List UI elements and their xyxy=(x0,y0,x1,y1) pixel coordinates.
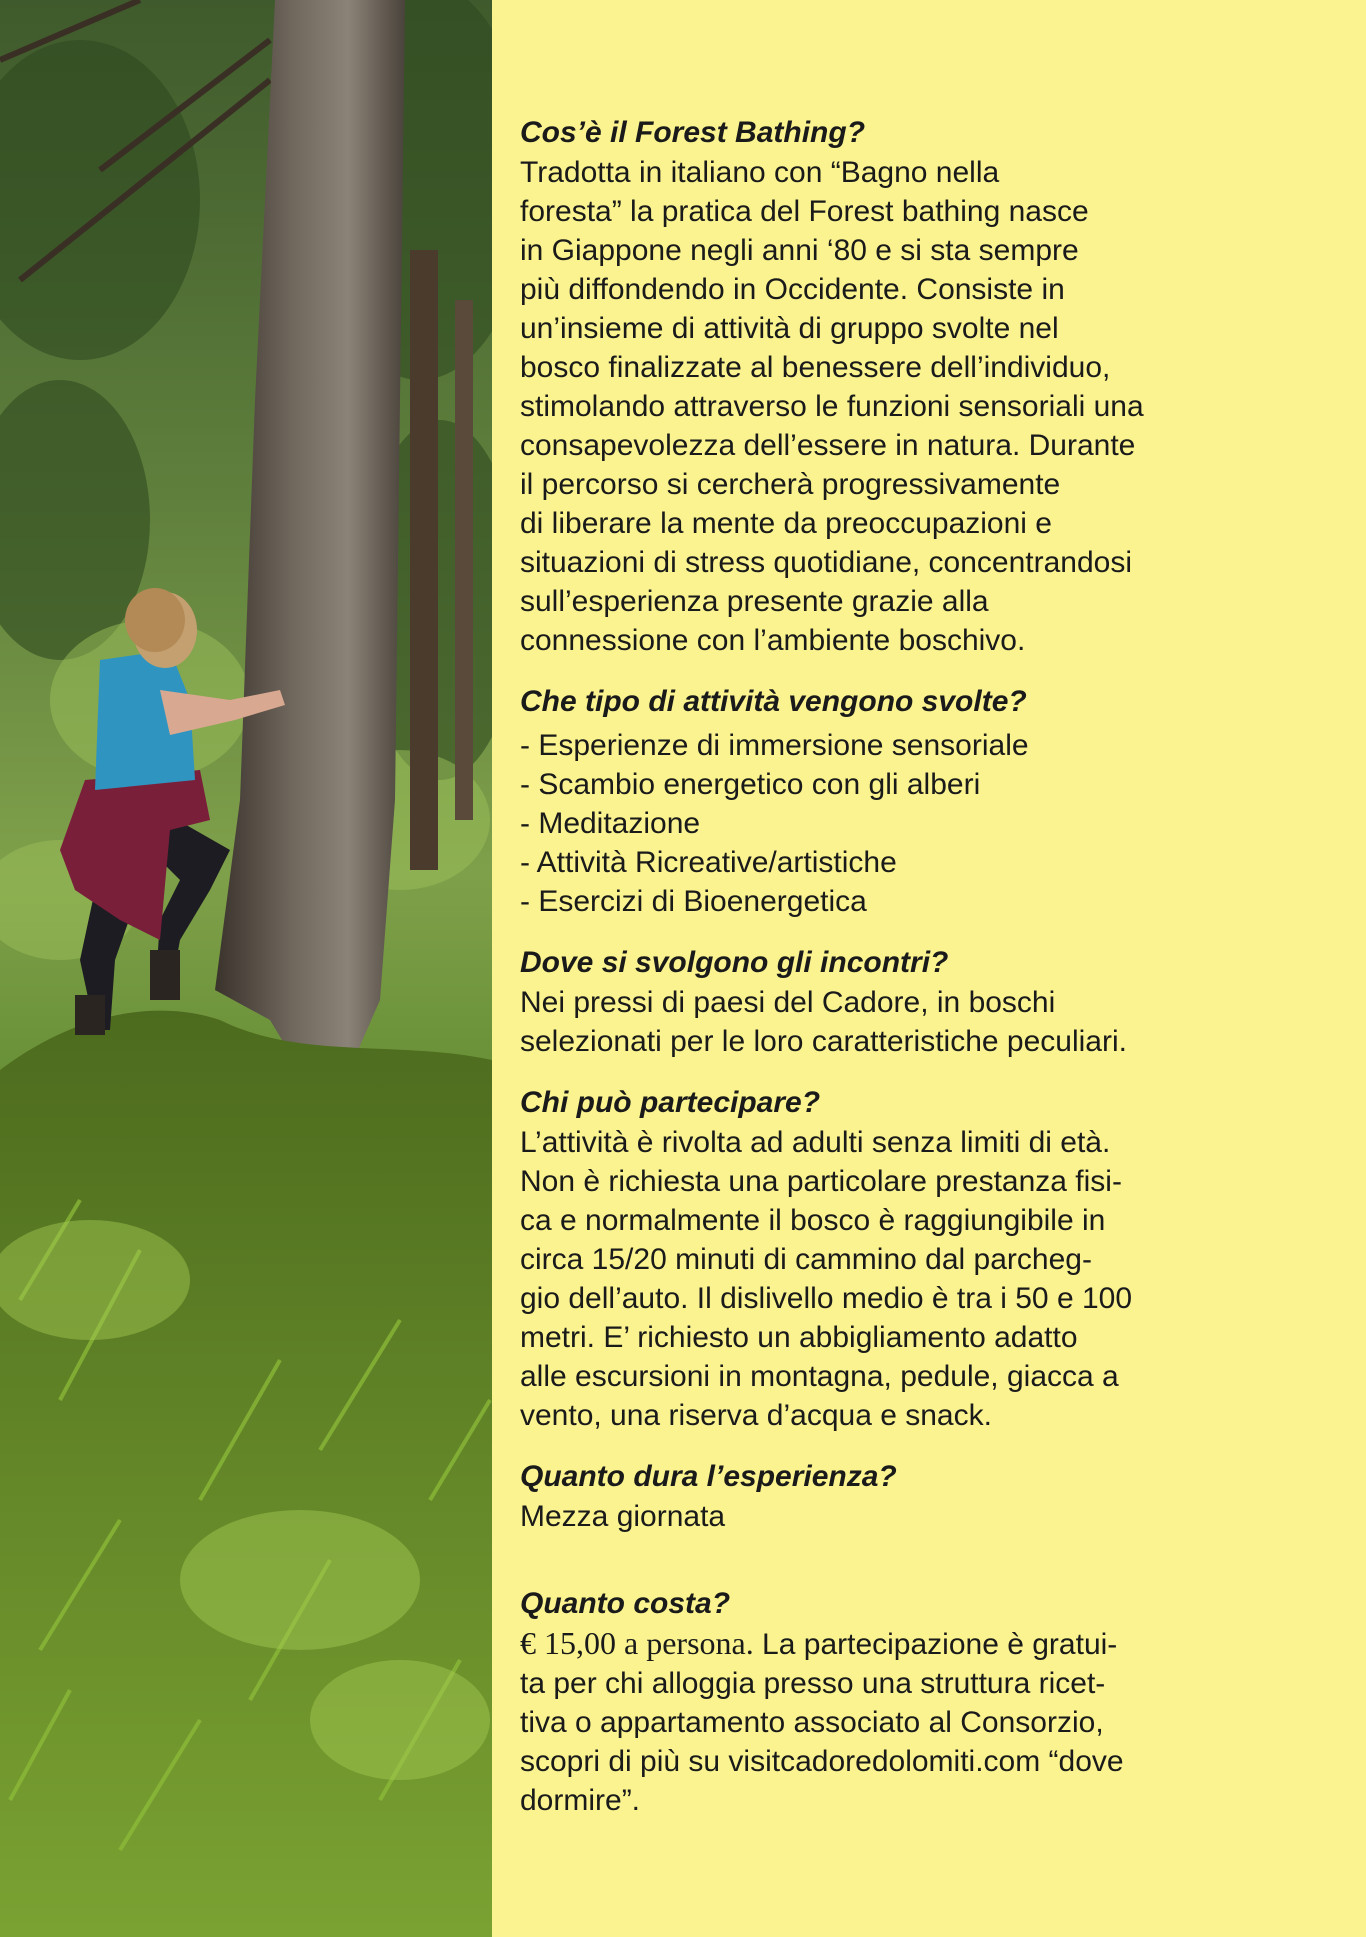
info-text-column xyxy=(520,113,1340,1842)
text-line: tiva o appartamento associato al Consorzio, xyxy=(520,1706,1104,1739)
text-line: bosco finalizzate al benessere dell’individuo, xyxy=(520,351,1111,384)
section-what-is xyxy=(520,113,1340,660)
section-activities xyxy=(520,682,1340,921)
section-title: Quanto dura l’esperienza? xyxy=(520,1460,897,1493)
text-line: stimolando attraverso le funzioni sensoriali una xyxy=(520,390,1144,423)
text-line: ca e normalmente il bosco è raggiungibile in xyxy=(520,1204,1106,1237)
section-title: Chi può partecipare? xyxy=(520,1086,821,1119)
text-line: vento, una riserva d’acqua e snack. xyxy=(520,1399,992,1432)
section-duration xyxy=(520,1457,1340,1536)
text-line: metri. E’ richiesto un abbigliamento adatto xyxy=(520,1321,1078,1354)
text-line: consapevolezza dell’essere in natura. Durante xyxy=(520,429,1136,462)
list-item: - Scambio energetico con gli alberi xyxy=(520,768,981,801)
text-line: Mezza giornata xyxy=(520,1500,726,1533)
text-line: alle escursioni in montagna, pedule, giacca a xyxy=(520,1360,1119,1393)
text-line: Non è richiesta una particolare prestanza fisi- xyxy=(520,1165,1122,1198)
section-cost xyxy=(520,1584,1340,1820)
section-title: Che tipo di attività vengono svolte? xyxy=(520,685,1027,718)
text-line xyxy=(520,1624,1340,1664)
text-line: il percorso si cercherà progressivamente xyxy=(520,468,1061,501)
price-note: La partecipazione è gratui- xyxy=(753,1628,1118,1661)
text-line: situazioni di stress quotidiane, concentrandosi xyxy=(520,546,1133,579)
text-line: Nei pressi di paesi del Cadore, in boschi xyxy=(520,986,1056,1019)
section-title: Quanto costa? xyxy=(520,1587,731,1620)
text-line: foresta” la pratica del Forest bathing nasce xyxy=(520,195,1089,228)
section-where xyxy=(520,943,1340,1061)
section-title: Dove si svolgono gli incontri? xyxy=(520,946,949,979)
text-line: circa 15/20 minuti di cammino dal parcheg- xyxy=(520,1243,1092,1276)
text-line: sull’esperienza presente grazie alla xyxy=(520,585,989,618)
text-line: un’insieme di attività di gruppo svolte nel xyxy=(520,312,1059,345)
forest-photo xyxy=(0,0,492,1937)
list-item: - Esercizi di Bioenergetica xyxy=(520,885,867,918)
section-who xyxy=(520,1083,1340,1435)
text-line: più diffondendo in Occidente. Consiste in xyxy=(520,273,1065,306)
list-item: - Esperienze di immersione sensoriale xyxy=(520,729,1029,762)
price: € 15,00 a persona. xyxy=(520,1625,754,1661)
text-line: gio dell’auto. Il dislivello medio è tra i 50 e 100 xyxy=(520,1282,1133,1315)
list-item: - Meditazione xyxy=(520,807,701,840)
activities-list xyxy=(520,726,1340,921)
list-item: - Attività Ricreative/artistiche xyxy=(520,846,897,879)
text-line: L’attività è rivolta ad adulti senza limiti di età. xyxy=(520,1126,1111,1159)
text-line: in Giappone negli anni ‘80 e si sta sempre xyxy=(520,234,1079,267)
text-line: di liberare la mente da preoccupazioni e xyxy=(520,507,1052,540)
text-line: ta per chi alloggia presso una struttura ricet- xyxy=(520,1667,1106,1700)
text-line: Tradotta in italiano con “Bagno nella xyxy=(520,156,1000,189)
text-line: connessione con l’ambiente boschivo. xyxy=(520,624,1026,657)
text-line: scopri di più su visitcadoredolomiti.com “dove xyxy=(520,1745,1124,1778)
text-line: dormire”. xyxy=(520,1784,641,1817)
text-line: selezionati per le loro caratteristiche peculiari. xyxy=(520,1025,1127,1058)
section-title: Cos’è il Forest Bathing? xyxy=(520,116,866,149)
